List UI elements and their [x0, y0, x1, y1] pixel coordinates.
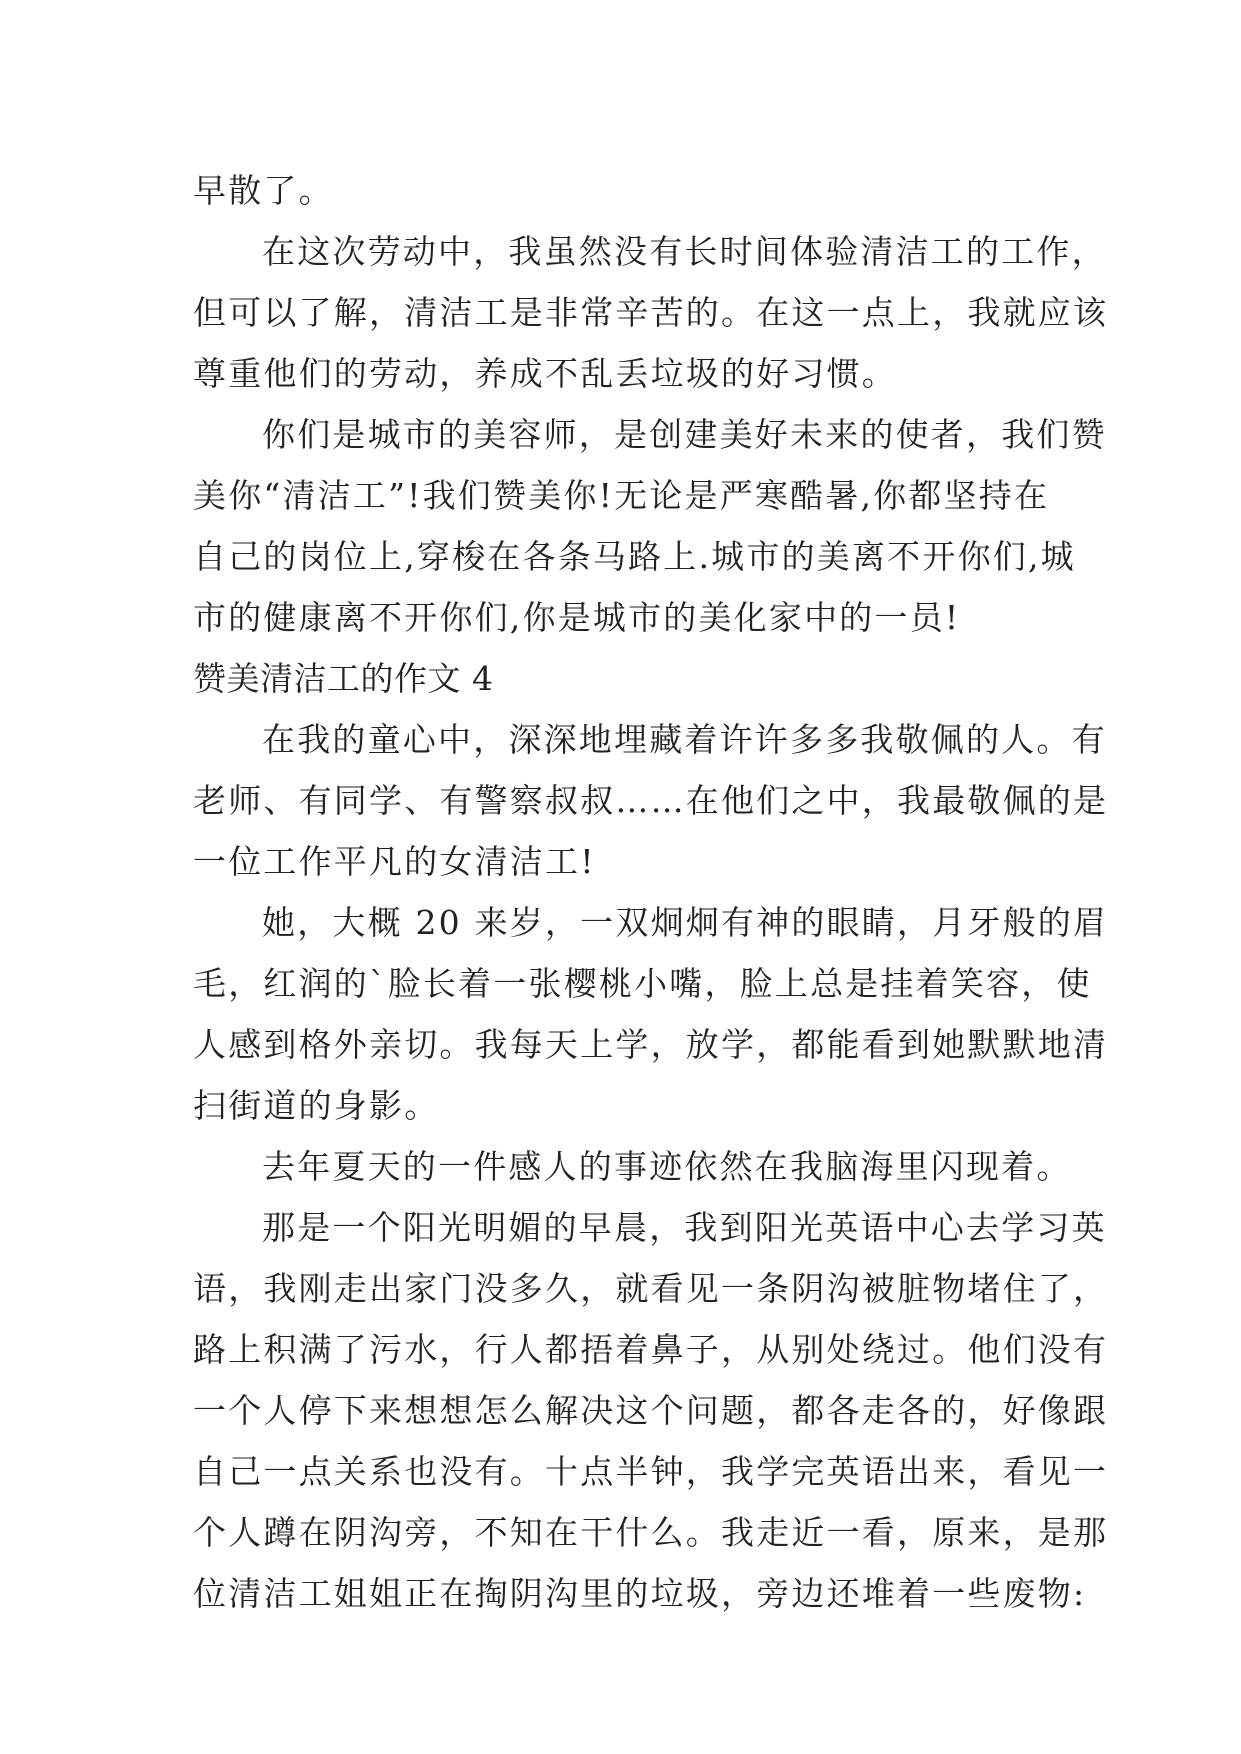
text-line: 美你“清洁工”!我们赞美你!无论是严寒酷暑,你都坚持在 [193, 476, 1050, 515]
text-line: 在我的童心中，深深地埋藏着许许多多我敬佩的人。有 [262, 720, 1107, 759]
text-line: 路上积满了污水，行人都捂着鼻子，从别处绕过。他们没有 [193, 1330, 1109, 1369]
text-line: 去年夏天的一件感人的事迹依然在我脑海里闪现着。 [262, 1147, 1072, 1186]
text-line: 她，大概 20 来岁，一双炯炯有神的眼睛，月牙般的眉 [262, 903, 1109, 942]
text-line: 语，我刚走出家门没多久，就看见一条阴沟被脏物堵住了， [193, 1269, 1109, 1308]
text-line: 位清洁工姐姐正在掏阴沟里的垃圾，旁边还堆着一些废物: [193, 1574, 1087, 1613]
document-page [193, 160, 1109, 1624]
text-line: 扫街道的身影。 [193, 1086, 440, 1125]
text-line: 市的健康离不开你们,你是城市的美化家中的一员! [193, 598, 961, 637]
text-line: 但可以了解，清洁工是非常辛苦的。在这一点上，我就应该 [193, 293, 1109, 332]
text-line: 你们是城市的美容师，是创建美好未来的使者，我们赞 [262, 415, 1107, 454]
text-line: 个人蹲在阴沟旁，不知在干什么。我走近一看，原来，是那 [193, 1513, 1109, 1552]
text-line: 人感到格外亲切。我每天上学，放学，都能看到她默默地清 [193, 1025, 1109, 1064]
text-line: 自己一点关系也没有。十点半钟，我学完英语出来，看见一 [193, 1452, 1109, 1491]
text-line: 毛，红润的`脸长着一张樱桃小嘴，脸上总是挂着笑容，使 [193, 964, 1092, 1003]
section-title: 赞美清洁工的作文 4 [193, 659, 494, 698]
text-line: 尊重他们的劳动，养成不乱丢垃圾的好习惯。 [193, 354, 897, 393]
text-line: 一个人停下来想想怎么解决这个问题，都各走各的，好像跟 [193, 1391, 1109, 1430]
text-line: 一位工作平凡的女清洁工! [193, 842, 596, 881]
text-line: 那是一个阳光明媚的早晨，我到阳光英语中心去学习英 [262, 1208, 1107, 1247]
text-line: 老师、有同学、有警察叔叔……在他们之中，我最敬佩的是 [193, 781, 1109, 820]
text-line: 在这次劳动中，我虽然没有长时间体验清洁工的工作， [262, 232, 1107, 271]
text-line: 早散了。 [193, 171, 334, 210]
text-line: 自己的岗位上,穿梭在各条马路上.城市的美离不开你们,城 [193, 537, 1076, 576]
